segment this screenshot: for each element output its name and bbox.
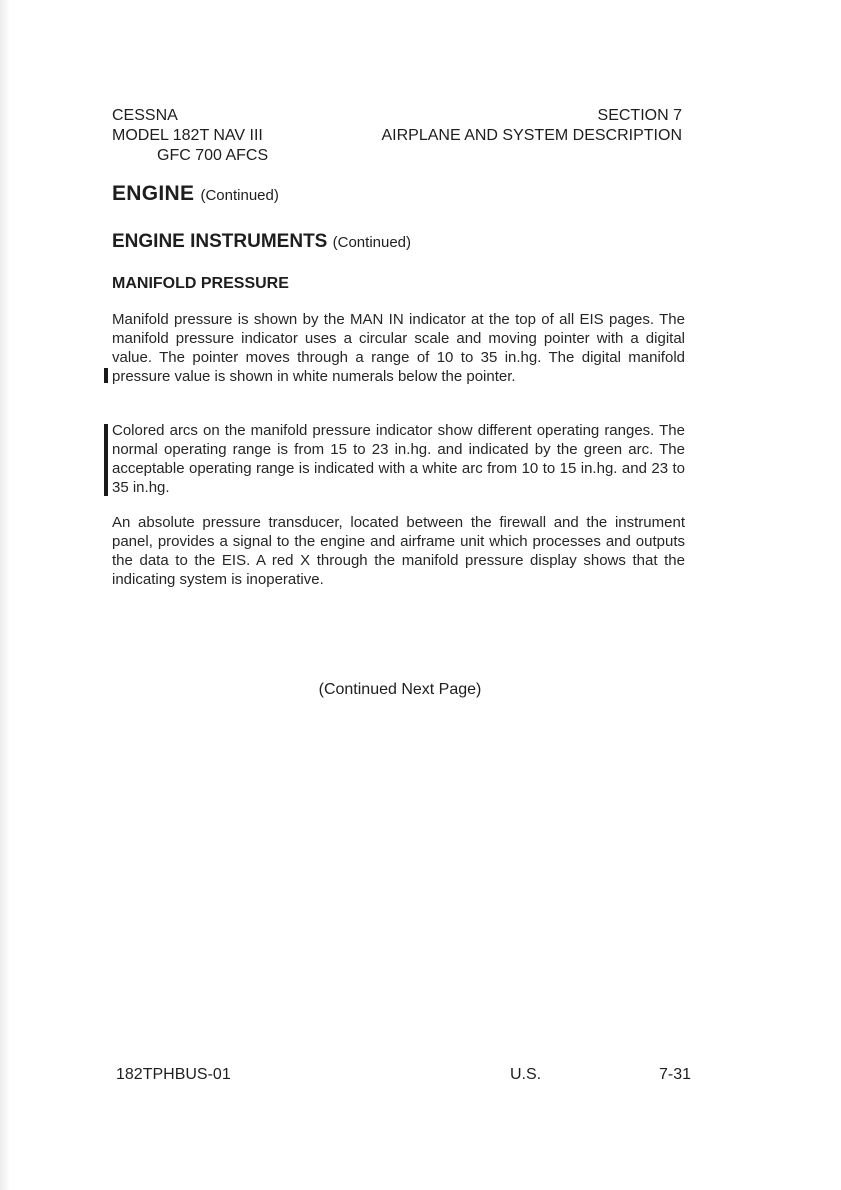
heading-engine-instruments-continued: (Continued) [332, 234, 412, 251]
heading-engine [112, 182, 279, 206]
page-edge-shadow [0, 0, 10, 1190]
revision-bar [104, 424, 108, 496]
header-autopilot: GFC 700 AFCS [157, 147, 269, 164]
heading-engine-continued: (Continued) [200, 187, 279, 204]
heading-manifold-pressure: MANIFOLD PRESSURE [112, 275, 289, 292]
heading-engine-text: ENGINE [112, 182, 195, 205]
header-left [112, 106, 268, 166]
heading-engine-instruments-text: ENGINE INSTRUMENTS [112, 231, 328, 252]
paragraph-pressure-transducer: An absolute pressure transducer, located between the firewall and the instrument panel, provides a signal to the engine and airframe unit which processes and outputs the data to the EIS. A red X through the manifold pressure display shows that the indicating system is inoperative. [112, 514, 685, 588]
continued-next-page: (Continued Next Page) [318, 681, 482, 698]
paragraph-manifold-indicator: Manifold pressure is shown by the MAN IN indicator at the top of all EIS pages. The manifold pressure indicator uses a circular scale and moving pointer with a digital value. The pointer moves through a range of 10 to 35 in.hg. The digital manifold pressure value is shown in white numerals below the pointer. [112, 311, 685, 385]
header-right [381, 106, 682, 146]
footer-doc-number: 182TPHBUS-01 [116, 1066, 231, 1083]
header-manufacturer: CESSNA [112, 107, 178, 124]
footer-page-number: 7-31 [658, 1066, 691, 1083]
header-model: MODEL 182T NAV III [112, 127, 263, 144]
header-section-title: AIRPLANE AND SYSTEM DESCRIPTION [381, 127, 682, 144]
revision-bar [104, 368, 108, 383]
paragraph-colored-arcs: Colored arcs on the manifold pressure indicator show different operating ranges. The normal operating range is from 15 to 23 in.hg. and indicated by the green arc. The acceptable operating range is indicated with a white arc from 10 to 15 in.hg. and 23 to 35 in.hg. [112, 422, 685, 496]
header-section: SECTION 7 [597, 107, 682, 124]
footer-region: U.S. [510, 1066, 542, 1083]
heading-engine-instruments [112, 231, 411, 253]
